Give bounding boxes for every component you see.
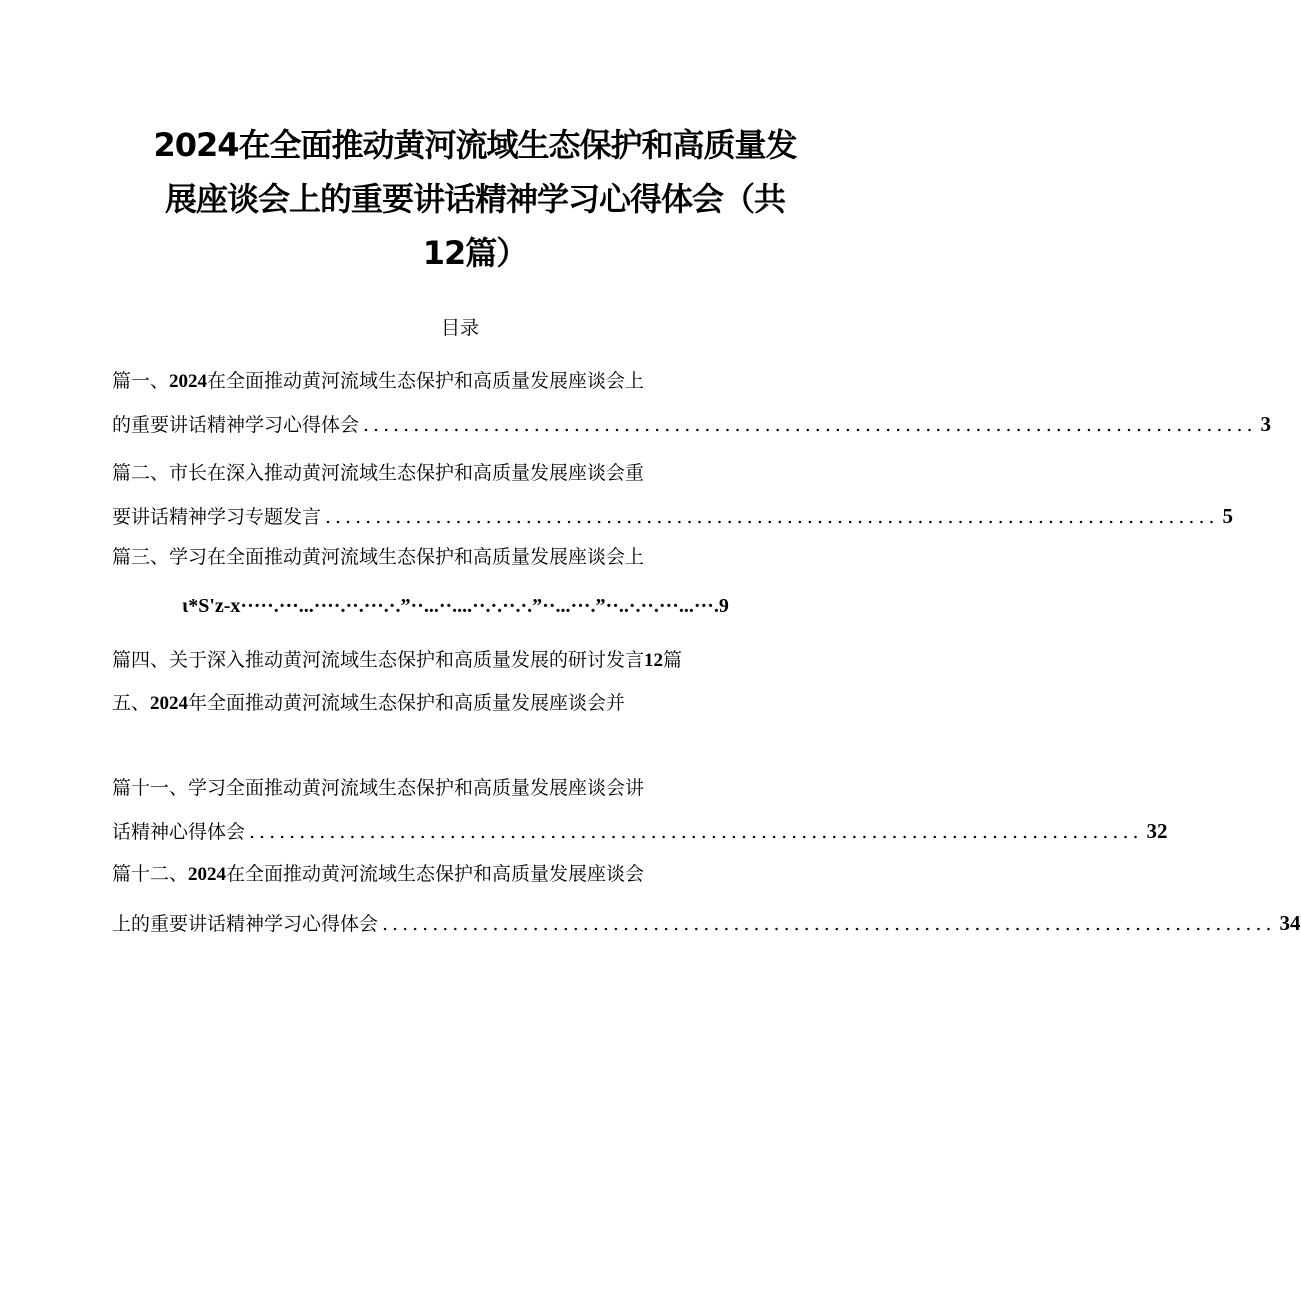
toc-heading: 目录 [440, 317, 479, 339]
toc-entry-text: 上的重要讲话精神学习心得体会 [112, 913, 379, 935]
toc-leader-dots: ......................................................................................... [382, 913, 1276, 935]
toc-entry-text: 的重要讲话精神学习心得体会 [112, 414, 360, 436]
number-text: 12 [644, 650, 664, 671]
number-text: 2024 [150, 693, 189, 714]
toc-page-number: 34 [1279, 911, 1301, 935]
document-title [135, 118, 815, 280]
toc-entry-2-line-1: 篇二、市长在深入推动黄河流域生态保护和高质量发展座谈会重 [112, 462, 645, 484]
toc-entry-12-line-2[interactable] [112, 908, 1301, 939]
toc-leader-dots: ......................................................................................... [325, 506, 1219, 528]
toc-page-number: 32 [1146, 819, 1168, 843]
toc-entry-4-line-2: 五、2024年全面推动黄河流域生态保护和高质量发展座谈会并 [112, 692, 626, 714]
title-line-3: 12篇） [422, 234, 528, 272]
toc-entry-3-line-1: 篇三、学习在全面推动黄河流域生态保护和高质量发展座谈会上 [112, 546, 645, 568]
toc-entry-3-line-2[interactable]: ι*S'z-x·····.···...····.··.···.·.”··...··....··.·.··.·.”··...···.”··..·.··.···...···.9 [182, 595, 729, 617]
toc-leader-dots: ......................................................................................... [249, 821, 1143, 843]
toc-entry-2-line-2[interactable] [112, 501, 1234, 532]
toc-entry-11-line-1: 篇十一、学习全面推动黄河流域生态保护和高质量发展座谈会讲 [112, 777, 645, 799]
toc-entry-1-line-1: 篇一、2024在全面推动黄河流域生态保护和高质量发展座谈会上 [112, 370, 645, 392]
toc-entry-11-line-2[interactable] [112, 816, 1168, 847]
toc-leader-dots: ......................................................................................... [363, 414, 1257, 436]
number-text: 2024 [169, 371, 208, 392]
toc-page-number: 3 [1260, 412, 1272, 436]
toc-entry-text: 要讲话精神学习专题发言 [112, 506, 322, 528]
toc-page-number: 5 [1222, 504, 1234, 528]
toc-entry-text: 话精神心得体会 [112, 821, 246, 843]
number-text: 2024 [188, 864, 227, 885]
title-line-2: 展座谈会上的重要讲话精神学习心得体会（共 [164, 180, 785, 218]
toc-entry-4-line-1[interactable]: 篇四、关于深入推动黄河流域生态保护和高质量发展的研讨发言12篇 [112, 649, 683, 671]
title-line-1: 2024在全面推动黄河流域生态保护和高质量发 [153, 126, 797, 164]
toc-entry-1-line-2[interactable] [112, 409, 1272, 440]
toc-entry-12-line-1: 篇十二、2024在全面推动黄河流域生态保护和高质量发展座谈会 [112, 863, 645, 885]
